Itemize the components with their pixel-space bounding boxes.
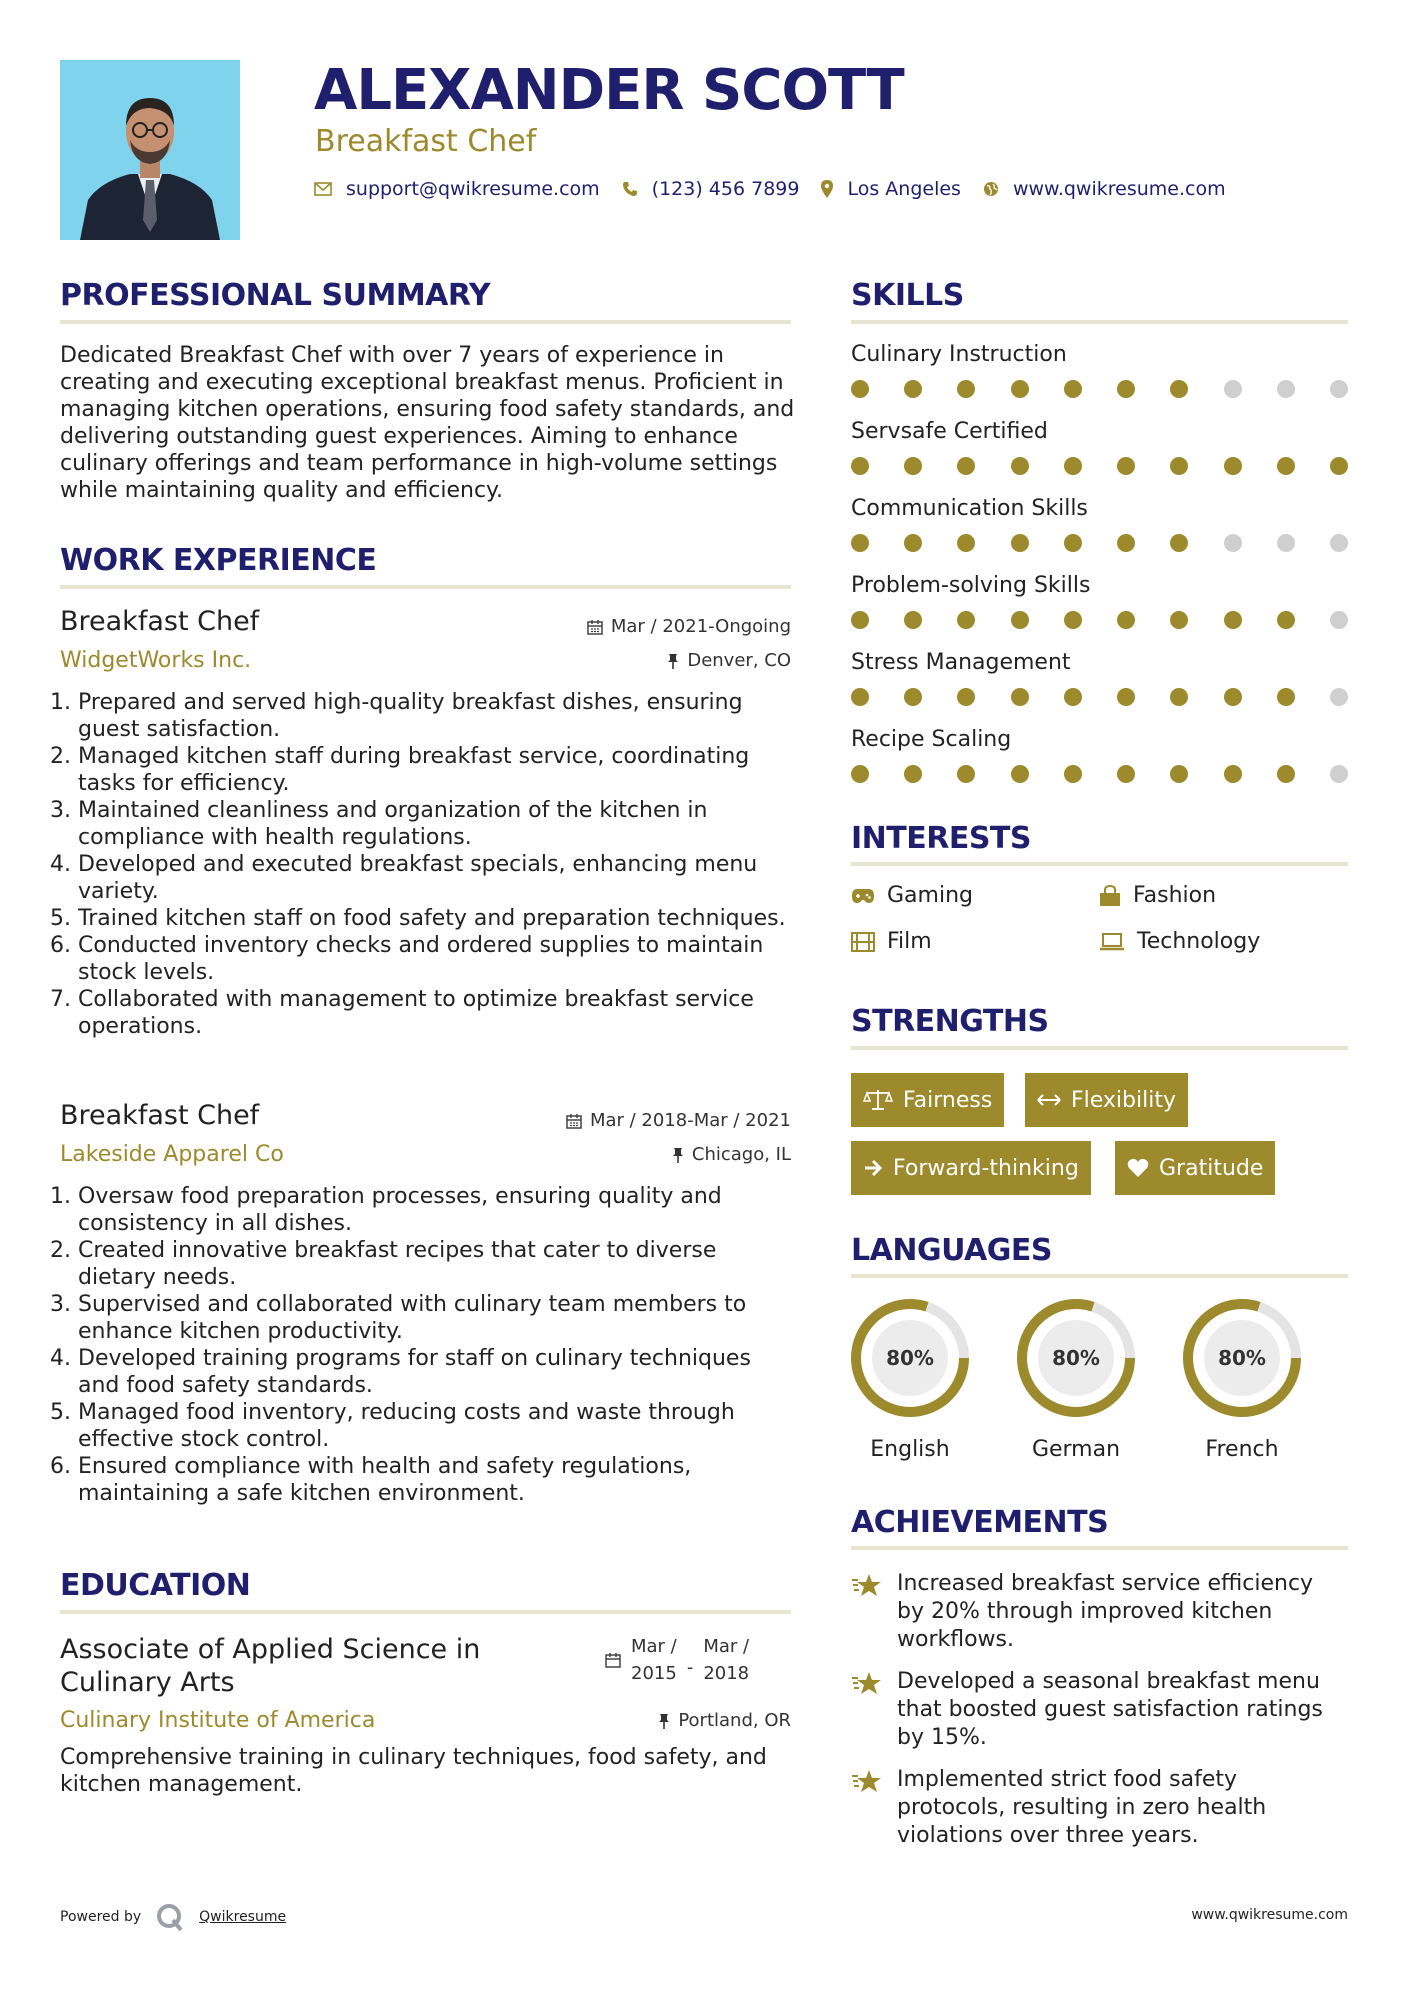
rating-dot-filled: [1064, 380, 1082, 398]
candidate-title: Breakfast Chef: [315, 124, 537, 159]
rating-dot-filled: [1330, 457, 1348, 475]
list-item: 2. Managed kitchen staff during breakfast service, coordinating tasks for efficiency.: [78, 743, 793, 797]
profile-photo: [60, 60, 240, 240]
job-title: Breakfast Chef: [60, 606, 260, 637]
job-bullets: [58, 689, 793, 1040]
strength-tag: [851, 1141, 1091, 1195]
rating-dot-filled: [1277, 457, 1295, 475]
list-item: 5. Managed food inventory, reducing costs and waste through effective stock control.: [78, 1399, 793, 1453]
rating-dot-filled: [957, 457, 975, 475]
rating-dot-filled: [1170, 380, 1188, 398]
rating-dot-filled: [851, 457, 869, 475]
achievements-heading: ACHIEVEMENTS: [851, 1505, 1109, 1540]
language-ring: [845, 1293, 975, 1423]
skill-name: Stress Management: [851, 650, 1071, 675]
strength-label: Flexibility: [1071, 1087, 1176, 1113]
skill-name: Recipe Scaling: [851, 727, 1012, 752]
rating-dot-filled: [1170, 611, 1188, 629]
skill-rating: [851, 765, 1348, 783]
candidate-name: ALEXANDER SCOTT: [314, 58, 904, 123]
gamepad-icon: [851, 888, 875, 904]
job-company: WidgetWorks Inc.: [60, 648, 252, 673]
rating-dot-filled: [1011, 457, 1029, 475]
achievement-item: [851, 1766, 1348, 1850]
envelope-icon: [314, 182, 332, 196]
rating-dot-filled: [851, 765, 869, 783]
rating-dot-empty: [1330, 534, 1348, 552]
languages-heading: LANGUAGES: [851, 1233, 1052, 1268]
rating-dot-filled: [1117, 611, 1135, 629]
job-bullets: [58, 1183, 793, 1507]
rating-dot-filled: [957, 380, 975, 398]
list-item: 3. Supervised and collaborated with culinary team members to enhance kitchen productivity.: [78, 1291, 793, 1345]
phone-text: (123) 456 7899: [651, 178, 800, 200]
list-item: 5. Trained kitchen staff on food safety and preparation techniques.: [78, 905, 793, 932]
school-name: Culinary Institute of America: [60, 1708, 376, 1733]
rating-dot-filled: [904, 380, 922, 398]
strengths-heading: STRENGTHS: [851, 1004, 1049, 1039]
rating-dot-filled: [1064, 611, 1082, 629]
rating-dot-filled: [1277, 688, 1295, 706]
summary-heading: PROFESSIONAL SUMMARY: [60, 278, 491, 313]
rating-dot-filled: [904, 765, 922, 783]
end-date: [703, 1633, 749, 1687]
language-name: English: [870, 1437, 950, 1462]
start-date: [631, 1633, 677, 1687]
star-award-icon: [851, 1670, 883, 1698]
interest-technology: [1099, 929, 1260, 954]
rating-dot-filled: [1224, 765, 1242, 783]
job-location: [667, 650, 791, 671]
rating-dot-filled: [1011, 380, 1029, 398]
rating-dot-filled: [1170, 765, 1188, 783]
website-text: www.qwikresume.com: [1012, 178, 1226, 200]
skill-name: Servsafe Certified: [851, 419, 1048, 444]
rating-dot-filled: [1224, 611, 1242, 629]
job-location-text: Denver, CO: [687, 650, 791, 671]
rating-dot-filled: [1064, 688, 1082, 706]
education-divider: [60, 1610, 791, 1614]
achievement-text: Implemented strict food safety protocols, resulting in zero health violations over three years.: [897, 1767, 1267, 1848]
language-percent: 80%: [1052, 1346, 1100, 1370]
brand-link[interactable]: Qwikresume: [199, 1909, 287, 1925]
job-company: Lakeside Apparel Co: [60, 1142, 284, 1167]
interest-gaming: [851, 883, 973, 908]
balance-scale-icon: [863, 1088, 893, 1112]
footer-site[interactable]: www.qwikresume.com: [1191, 1907, 1348, 1923]
rating-dot-empty: [1330, 688, 1348, 706]
contact-email[interactable]: [314, 178, 600, 200]
rating-dot-filled: [957, 611, 975, 629]
qwikresume-logo-icon: [155, 1902, 185, 1932]
strength-label: Forward-thinking: [893, 1155, 1079, 1181]
rating-dot-filled: [1224, 457, 1242, 475]
achievement-item: [851, 1570, 1348, 1654]
language-item: [1011, 1293, 1141, 1462]
interest-film: [851, 929, 932, 954]
rating-dot-filled: [957, 534, 975, 552]
languages-list: [845, 1293, 1325, 1463]
rating-dot-filled: [851, 611, 869, 629]
map-pin-icon: [821, 180, 833, 198]
degree-line: Culinary Arts: [60, 1667, 235, 1698]
strength-tag: [1115, 1141, 1275, 1195]
language-item: [1177, 1293, 1307, 1462]
rating-dot-filled: [1064, 534, 1082, 552]
language-ring: [1011, 1293, 1141, 1423]
start-month: Mar /: [631, 1636, 677, 1657]
rating-dot-filled: [1117, 765, 1135, 783]
achievement-text: Developed a seasonal breakfast menu that boosted guest satisfaction ratings by 15%.: [897, 1669, 1323, 1750]
interests-divider: [851, 862, 1348, 866]
interests-heading: INTERESTS: [851, 821, 1031, 856]
interest-fashion: [1099, 883, 1216, 908]
summary-divider: [60, 320, 791, 324]
rating-dot-empty: [1330, 611, 1348, 629]
language-name: French: [1205, 1437, 1279, 1462]
degree-title: [60, 1633, 480, 1699]
list-item: 4. Developed training programs for staff on culinary techniques and food safety standards.: [78, 1345, 793, 1399]
interest-label: Technology: [1137, 929, 1261, 954]
job-dates-text: Mar / 2018-Mar / 2021: [589, 1110, 791, 1131]
skill-name: Communication Skills: [851, 496, 1088, 521]
rating-dot-filled: [1224, 688, 1242, 706]
degree-line: Associate of Applied Science in: [60, 1634, 481, 1665]
rating-dot-filled: [851, 380, 869, 398]
list-item: 2. Created innovative breakfast recipes that cater to diverse dietary needs.: [78, 1237, 793, 1291]
rating-dot-filled: [1011, 688, 1029, 706]
rating-dot-filled: [1064, 457, 1082, 475]
rating-dot-filled: [851, 688, 869, 706]
shopping-bag-icon: [1099, 885, 1121, 907]
achievements-divider: [851, 1546, 1348, 1550]
job-title: Breakfast Chef: [60, 1100, 260, 1131]
skill-rating: [851, 611, 1348, 629]
rating-dot-empty: [1330, 380, 1348, 398]
rating-dot-filled: [1064, 765, 1082, 783]
skill-rating: [851, 534, 1348, 552]
rating-dot-filled: [1011, 534, 1029, 552]
globe-icon: [983, 181, 999, 197]
rating-dot-empty: [1330, 765, 1348, 783]
achievement-item: [851, 1668, 1348, 1752]
star-award-icon: [851, 1572, 883, 1600]
rating-dot-filled: [851, 534, 869, 552]
list-item: 4. Developed and executed breakfast specials, enhancing menu variety.: [78, 851, 793, 905]
contact-phone[interactable]: [622, 178, 800, 200]
skill-row: [851, 419, 1348, 475]
rating-dot-filled: [904, 688, 922, 706]
contact-bar: [314, 178, 1248, 200]
summary-text: Dedicated Breakfast Chef with over 7 years of experience in creating and executing exceptional breakfast menus. Proficient in managing kitchen operations, ensuring food safety standards, and delivering outstanding guest experiences. Aiming to enhance culinary offerings and team performance in high-volume settings while maintaining quality and efficiency.: [60, 343, 795, 503]
work-heading: WORK EXPERIENCE: [60, 543, 377, 578]
education-heading: EDUCATION: [60, 1568, 251, 1603]
skills-heading: SKILLS: [851, 278, 964, 313]
list-item: 3. Maintained cleanliness and organization of the kitchen in compliance with health regulations.: [78, 797, 793, 851]
powered-by-text: Powered by: [60, 1909, 142, 1925]
rating-dot-filled: [957, 765, 975, 783]
rating-dot-filled: [1117, 688, 1135, 706]
rating-dot-empty: [1224, 380, 1242, 398]
skills-divider: [851, 320, 1348, 324]
skill-row: [851, 342, 1348, 398]
footer-powered: [60, 1902, 286, 1932]
rating-dot-filled: [1117, 457, 1135, 475]
star-award-icon: [851, 1768, 883, 1796]
pushpin-icon: [667, 653, 679, 669]
email-text: support@qwikresume.com: [346, 178, 600, 200]
strength-tag: [851, 1073, 1004, 1127]
list-item: 1. Prepared and served high-quality breakfast dishes, ensuring guest satisfaction.: [78, 689, 793, 743]
job-location: [672, 1144, 791, 1165]
skill-row: [851, 496, 1348, 552]
strength-label: Fairness: [903, 1087, 993, 1113]
calendar-icon: [605, 1652, 621, 1668]
achievement-text: Increased breakfast service efficiency by 20% through improved kitchen workflows.: [897, 1571, 1314, 1652]
rating-dot-filled: [904, 611, 922, 629]
list-item: 1. Oversaw food preparation processes, ensuring quality and consistency in all dishes.: [78, 1183, 793, 1237]
calendar-icon: [566, 1113, 582, 1129]
rating-dot-filled: [1170, 688, 1188, 706]
end-year: 2018: [703, 1663, 750, 1684]
job-location-text: Chicago, IL: [691, 1144, 791, 1165]
skill-rating: [851, 380, 1348, 398]
pushpin-icon: [672, 1147, 684, 1163]
education-dates: [605, 1633, 749, 1687]
pushpin-icon: [658, 1713, 670, 1729]
rating-dot-filled: [1170, 534, 1188, 552]
skill-name: Culinary Instruction: [851, 342, 1067, 367]
end-month: Mar /: [703, 1636, 750, 1657]
education-location: [658, 1710, 791, 1731]
rating-dot-empty: [1224, 534, 1242, 552]
language-name: German: [1031, 1437, 1121, 1462]
list-item: 6. Conducted inventory checks and ordered supplies to maintain stock levels.: [78, 932, 793, 986]
calendar-icon: [587, 619, 603, 635]
job-dates: [566, 1110, 791, 1131]
skill-name: Problem-solving Skills: [851, 573, 1091, 598]
start-year: 2015: [631, 1663, 677, 1684]
rating-dot-filled: [1117, 534, 1135, 552]
date-dash: -: [686, 1656, 694, 1678]
interest-label: Fashion: [1133, 883, 1217, 908]
achievements-list: [851, 1570, 1348, 1864]
skills-list: [851, 342, 1348, 783]
rating-dot-filled: [1011, 765, 1029, 783]
rating-dot-filled: [957, 688, 975, 706]
list-item: 7. Collaborated with management to optimize breakfast service operations.: [78, 986, 793, 1040]
language-item: [845, 1293, 975, 1462]
rating-dot-empty: [1277, 534, 1295, 552]
heart-icon: [1127, 1158, 1149, 1178]
arrows-horizontal-icon: [1037, 1093, 1061, 1107]
language-percent: 80%: [1218, 1346, 1266, 1370]
interest-label: Film: [887, 929, 932, 954]
rating-dot-filled: [1277, 765, 1295, 783]
rating-dot-filled: [1011, 611, 1029, 629]
location-text: Los Angeles: [847, 178, 961, 200]
arrow-right-icon: [863, 1159, 883, 1177]
education-location-text: Portland, OR: [678, 1710, 791, 1731]
strengths-divider: [851, 1046, 1348, 1050]
list-item: 6. Ensured compliance with health and safety regulations, maintaining a safe kitchen environment.: [78, 1453, 793, 1507]
strength-tag: [1025, 1073, 1188, 1127]
film-icon: [851, 932, 875, 952]
laptop-icon: [1099, 933, 1125, 951]
rating-dot-filled: [1277, 611, 1295, 629]
languages-divider: [851, 1274, 1348, 1278]
phone-icon: [622, 181, 638, 197]
language-ring: [1177, 1293, 1307, 1423]
contact-website[interactable]: [983, 178, 1226, 200]
skill-row: [851, 573, 1348, 629]
skill-row: [851, 727, 1348, 783]
work-divider: [60, 585, 791, 589]
contact-location: [821, 178, 960, 200]
rating-dot-empty: [1277, 380, 1295, 398]
education-description: Comprehensive training in culinary techniques, food safety, and kitchen management.: [60, 1745, 767, 1797]
rating-dot-filled: [904, 457, 922, 475]
job-dates-text: Mar / 2021-Ongoing: [610, 616, 791, 637]
rating-dot-filled: [1117, 380, 1135, 398]
rating-dot-filled: [1170, 457, 1188, 475]
strength-label: Gratitude: [1159, 1155, 1264, 1181]
skill-rating: [851, 457, 1348, 475]
skill-rating: [851, 688, 1348, 706]
language-percent: 80%: [886, 1346, 934, 1370]
rating-dot-filled: [904, 534, 922, 552]
interest-label: Gaming: [887, 883, 973, 908]
job-dates: [587, 616, 791, 637]
skill-row: [851, 650, 1348, 706]
